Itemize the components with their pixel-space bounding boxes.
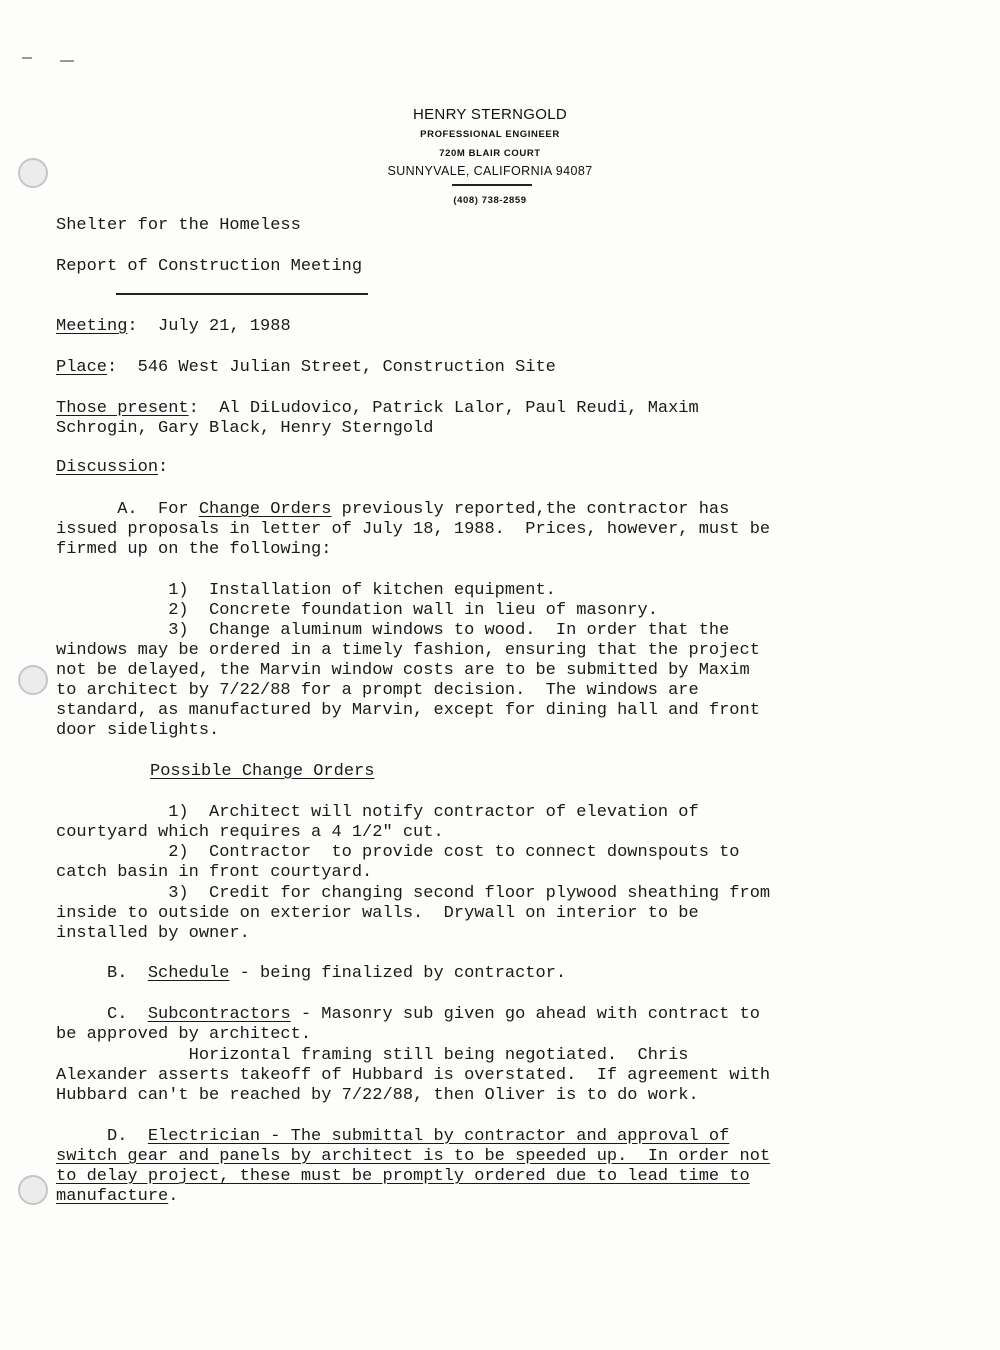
list-item-cont: catch basin in front courtyard. [56, 863, 373, 882]
letterhead-phone: (408) 738-2859 [453, 195, 527, 206]
discussion-label: Discussion [56, 458, 159, 477]
item-a-line-3: firmed up on the following: [56, 540, 332, 559]
change-orders-term: Change Orders [198, 500, 332, 519]
binder-hole [18, 158, 48, 188]
list-item: 2) Concrete foundation wall in lieu of masonry. [56, 601, 658, 620]
letterhead-title: PROFESSIONAL ENGINEER [420, 129, 560, 140]
title-rule [116, 293, 368, 295]
list-item-cont: door sidelights. [56, 721, 220, 740]
present-label: Those present [56, 399, 189, 418]
item-d-line-4: manufacture. [56, 1187, 179, 1206]
list-item-cont: installed by owner. [56, 924, 250, 943]
paper-mark [60, 60, 74, 62]
list-item-cont: not be delayed, the Marvin window costs are to be submitted by Maxim [56, 661, 750, 680]
report-title: Report of Construction Meeting [56, 257, 363, 276]
letterhead-rule [452, 184, 532, 186]
discussion-heading: Discussion: [56, 458, 169, 477]
present-value-1: : Al DiLudovico, Patrick Lalor, Paul Reudi, Maxim [188, 399, 699, 418]
item-a-line-2: issued proposals in letter of July 18, 1988. Prices, however, must be [56, 520, 771, 539]
possible-change-orders-heading: Possible Change Orders [150, 762, 375, 781]
present-line-1 [56, 399, 699, 419]
list-item-cont: inside to outside on exterior walls. Drywall on interior to be [56, 904, 699, 923]
item-d-line-1: D. Electrician - The submittal by contractor and approval of [56, 1127, 730, 1146]
item-c-line-5: Hubbard can't be reached by 7/22/88, then Oliver is to do work. [56, 1086, 699, 1105]
list-item: 3) Credit for changing second floor plywood sheathing from [56, 884, 771, 903]
meeting-label: Meeting [56, 317, 128, 336]
meeting-date: : July 21, 1988 [127, 317, 291, 336]
letterhead-city: SUNNYVALE, CALIFORNIA 94087 [387, 164, 593, 178]
list-item-cont: standard, as manufactured by Marvin, except for dining hall and front [56, 701, 760, 720]
item-c-line-3: Horizontal framing still being negotiated. Chris [56, 1046, 689, 1065]
list-item: 2) Contractor to provide cost to connect downspouts to [56, 843, 740, 862]
paper-mark [22, 57, 32, 59]
list-item-cont: windows may be ordered in a timely fashion, ensuring that the project [56, 641, 760, 660]
item-c-line-4: Alexander asserts takeoff of Hubbard is overstated. If agreement with [56, 1066, 771, 1085]
binder-hole [18, 665, 48, 695]
list-item-cont: courtyard which requires a 4 1/2" cut. [56, 823, 444, 842]
item-b: B. Schedule - being finalized by contractor. [56, 964, 567, 983]
place-value: : 546 West Julian Street, Construction Site [107, 358, 556, 377]
list-item: 1) Architect will notify contractor of elevation of [56, 803, 699, 822]
list-item-cont: to architect by 7/22/88 for a prompt decision. The windows are [56, 681, 699, 700]
binder-hole [18, 1175, 48, 1205]
item-d-line-2: switch gear and panels by architect is to be speeded up. In order not [56, 1147, 771, 1166]
item-d-line-3: to delay project, these must be promptly ordered due to lead time to [56, 1167, 750, 1186]
letterhead-name: HENRY STERNGOLD [413, 106, 567, 123]
list-item: 1) Installation of kitchen equipment. [56, 581, 556, 600]
item-c-line-2: be approved by architect. [56, 1025, 312, 1044]
meeting-line [56, 317, 291, 337]
schedule-term: Schedule [147, 964, 230, 983]
item-a-line-1: A. For Change Orders previously reported,the contractor has [56, 500, 730, 519]
list-item: 3) Change aluminum windows to wood. In order that the [56, 621, 730, 640]
place-line [56, 358, 556, 378]
project-title: Shelter for the Homeless [56, 216, 301, 235]
place-label: Place [56, 358, 108, 377]
item-c-line-1: C. Subcontractors - Masonry sub given go ahead with contract to [56, 1005, 760, 1024]
subcontractors-term: Subcontractors [147, 1005, 291, 1024]
letterhead-street: 720M BLAIR COURT [439, 148, 541, 159]
present-line-2: Schrogin, Gary Black, Henry Sterngold [56, 419, 434, 438]
